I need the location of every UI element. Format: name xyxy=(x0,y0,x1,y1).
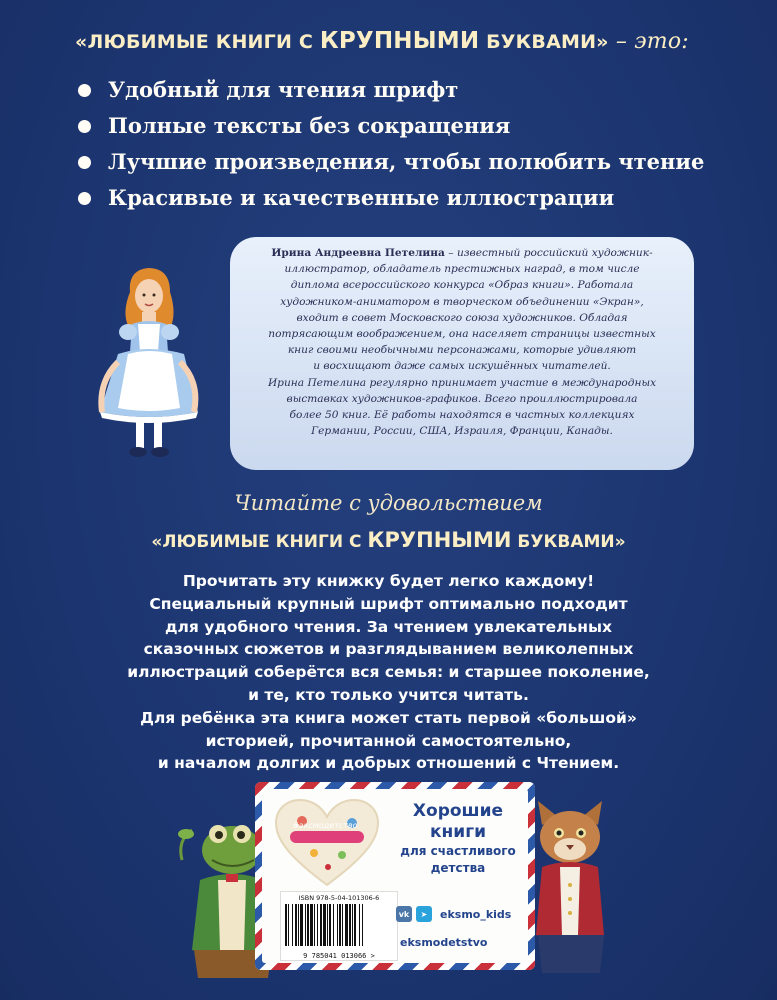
social-row-kids[interactable] xyxy=(396,903,524,925)
slogan-line-4: детства xyxy=(430,861,486,875)
series-headline xyxy=(75,28,735,54)
feature-list xyxy=(78,72,704,216)
series-part-1: «ЛЮБИМЫЕ КНИГИ С xyxy=(151,532,368,552)
slogan-line-2: книги xyxy=(430,822,486,842)
isbn-text: ISBN 978-5-04-101306-6 xyxy=(298,894,380,902)
bullet-dot-icon xyxy=(78,84,91,97)
barcode-digits: 9 785041 013066 > xyxy=(303,952,375,960)
bio-author-name: Ирина Андреевна Петелина xyxy=(271,247,445,259)
read-with-pleasure-title: Читайте с удовольствием xyxy=(234,491,543,515)
slogan-line-3: для счастливого xyxy=(400,844,516,858)
vk-icon: vk xyxy=(396,906,412,922)
feature-text: Полные тексты без сокращения xyxy=(108,113,511,138)
bio-line: иллюстратор, обладатель престижных наград, в том числе xyxy=(284,263,640,276)
stamp-inner xyxy=(262,789,528,963)
telegram-icon: ➤ xyxy=(416,906,432,922)
description-line: для удобного чтения. За чтением увлекательных xyxy=(164,617,613,636)
feature-text: Удобный для чтения шрифт xyxy=(108,77,459,102)
social-links xyxy=(396,903,524,959)
feature-item xyxy=(78,180,704,216)
bullet-dot-icon xyxy=(78,192,91,205)
description-line: Для ребёнка эта книга может стать первой «большой» xyxy=(140,708,637,727)
bullet-dot-icon xyxy=(78,156,91,169)
feature-item xyxy=(78,108,704,144)
barcode-icon xyxy=(281,902,397,948)
description-line: сказочных сюжетов и разглядыванием великолепных xyxy=(143,640,634,659)
bio-line: выставках художников-графиков. Всего проиллюстрировала xyxy=(286,392,638,405)
feature-text: Красивые и качественные иллюстрации xyxy=(108,185,615,210)
headline-part-3: БУКВАМИ» xyxy=(479,31,609,53)
bio-line: входит в совет Московского союза художников. Обладая xyxy=(296,311,628,324)
feature-text: Лучшие произведения, чтобы полюбить чтение xyxy=(108,149,705,174)
bio-line: диплома всероссийского конкурса «Образ книги». Работала xyxy=(290,279,634,292)
bio-line: художником-аниматором в творческом объединении «Экран», xyxy=(280,295,644,308)
headline-part-1: «ЛЮБИМЫЕ КНИГИ С xyxy=(75,31,320,53)
slogan-line-1: Хорошие xyxy=(412,801,504,821)
social-row-detstvo[interactable] xyxy=(396,931,524,953)
description-line: Специальный крупный шрифт оптимально подходит xyxy=(149,594,628,613)
feature-item xyxy=(78,72,704,108)
feature-item xyxy=(78,144,704,180)
bio-line: Германии, России, США, Израиля, Франции, Канады. xyxy=(311,425,613,438)
description-line: иллюстраций соберётся вся семья: и старшее поколение, xyxy=(127,663,650,682)
bio-line: – известный российский художник- xyxy=(444,247,653,259)
hashtag-label: #эксмодетство xyxy=(292,821,358,830)
bio-line: потрясающим воображением, она населяет страницы известных xyxy=(268,328,656,341)
social-handle: eksmodetstvo xyxy=(400,935,488,949)
headline-part-2: КРУПНЫМИ xyxy=(319,28,480,54)
girl-illustration xyxy=(88,262,208,462)
bio-line: книг своими необычными персонажами, которые удивляют xyxy=(287,344,637,357)
barcode-block xyxy=(280,891,398,961)
illustrator-bio xyxy=(230,237,694,470)
bio-line: и восхищают даже самых искушённых читателей. xyxy=(313,360,611,373)
bio-line: Ирина Петелина регулярно принимает участие в международных xyxy=(267,376,657,389)
description-line: и началом долгих и добрых отношений с Чтением. xyxy=(157,754,620,773)
description-line: Прочитать эту книжку будет легко каждому! xyxy=(182,572,595,590)
series-description xyxy=(80,570,697,775)
series-part-3: БУКВАМИ» xyxy=(511,532,626,552)
publisher-slogan xyxy=(392,801,524,877)
description-line: историей, прочитанной самостоятельно, xyxy=(205,731,572,750)
bio-line: более 50 книг. Её работы находятся в частных коллекциях xyxy=(289,409,635,422)
publisher-stamp xyxy=(255,782,535,970)
heart-icon xyxy=(272,797,382,889)
cat-illustration xyxy=(520,795,620,975)
bullet-dot-icon xyxy=(78,120,91,133)
description-line: и те, кто только учится читать. xyxy=(248,685,529,704)
headline-tail: – это: xyxy=(608,29,689,54)
social-handle: eksmo_kids xyxy=(440,907,512,921)
series-title xyxy=(0,528,777,552)
series-part-2: КРУПНЫМИ xyxy=(367,528,512,552)
